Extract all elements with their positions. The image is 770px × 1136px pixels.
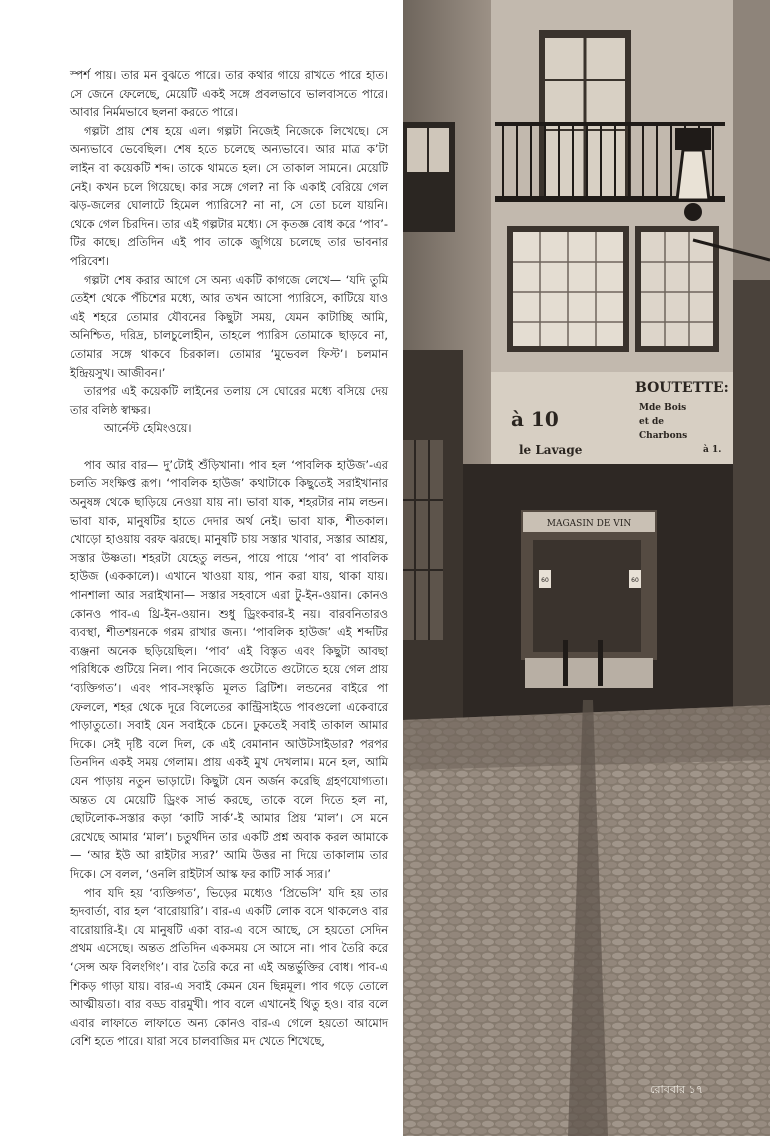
sign-right-line-3: Charbons [639, 431, 688, 441]
price-tag-left: 60 [541, 577, 549, 584]
paragraph-4: তারপর এই কয়েকটি লাইনের তলায় সে ঘোরের মধ্যে বসিয়ে দেয় তার বলিষ্ঠ স্বাক্ষর। [70, 384, 388, 417]
author-signature: আর্নেস্ট হেমিংওয়ে। [104, 421, 192, 436]
sign-left-line-2: le Lavage [519, 443, 583, 457]
price-tag-right: 60 [631, 577, 639, 584]
page-folio: রোববার ১৭ [650, 1083, 703, 1096]
sign-left-line-1: à 10 [511, 407, 559, 431]
paragraph-5: পাব আর বার— দু’টোই শুঁড়িখানা। পাব হল ‘পাবলিক হাউজ’-এর চলতি সংক্ষিপ্ত রূপ। ‘পাবলিক হাউজ’ কথাটাকে কিছুতেই সরাইখানার অনুষঙ্গ থেকে ছাড়িয়ে নেওয়া যায় না। ভাবা যাক, শহরটার নাম লন্ডন। ভাবা যাক, মানুষটির হাতে দেদার অর্থ নেই। ভাবা যাক, শীতকাল। খোড়ো হাওয়ায় বরফ ঝরছে। মানুষটি চায় সস্তার খাবার, সস্তার আশ্রয়, সস্তার উষ্ণতা। শহরটা যেহেতু লন্ডন, পায়ে পায়ে ‘পাব’ বা পাবলিক হাউজ (এককালে)। এখানে খাওয়া যায়, পান করা যায়, থাকা যায়। পানশালা আর সরাইখানা— সস্তার সহবাসে এরা টু-ইন-ওয়ান। কোনও কোনও পাব-এ থ্রি-ইন-ওয়ান। শুধু ড্রিংকবার-ই নয়। বারবনিতারও ব্যবস্থা, শীতশয়নকে গরম রাখার জন্য। ‘পাবলিক হাউজ’ এই শব্দটির ব্যঞ্জনা অনেক ছড়িয়েছিল। ‘পাব’ এই বিস্তৃত এবং কিছুটা আবছা পরিধিকে গুটিয়ে নিল। পাব নিজেকে গুটোতে গুটোতে হয়ে গেল প্রায় ‘ব্যক্তিগত’। এবং পাব-সংস্কৃতি মূলত ব্রিটিশ। লন্ডনের বাইরে পা ফেললে, শহর থেকে দূরে বিলেতের কান্ট্রিসাইডে পাবগুলো একেবারে পাড়াতুতো। সবাই যেন সবাইকে চেনে। ঢুকতেই সবাই তাকাল আমার দিকে। সেই দৃষ্টি বলে দিল, কে এই বেমানান আউটসাইডার? পরপর তিনদিন একই সময় গেলাম। প্রায় একই মুখ দেখলাম। মনে হল, আমি যেন পাড়ায় নতুন ভাড়াটে। কিছুটা যেন অর্জন করেছি গ্রহণযোগ্যতা। অন্তত যে মেয়েটি ড্রিংক সার্ভ করছে, তাকে বলে দিতে হল না, ছোটলোক-সস্তার কড়া ‘কাটি সার্ক’-ই আমার প্রিয় ‘মাল’। সে মনে রেখেছে আমার ‘মাল’। চতুর্থদিন তার একটি প্রশ্ন অবাক করল আমাকে— ‘আর ইউ আ রাইটার স্যর?’ আমি উত্তর না দিয়ে তাকালাম তার দিকে। সে বলল, ‘ওনলি রাইটার্স আস্ক ফর কাটি সার্ক স্যর।’ [70, 457, 389, 881]
photo-illustration [403, 0, 770, 1136]
sign-right-line-1: Mde Bois [639, 403, 687, 413]
paragraph-3: গল্পটা শেষ করার আগে সে অন্য একটি কাগজে লেখে— ‘যদি তুমি তেইশ থেকে পঁচিশের মধ্যে, আর তখন আসো প্যারিসে, কাটিয়ে যাও এই শহরে তোমার যৌবনের কিছুটা সময়, যেমন কাটাচ্ছি আমি, অনিশ্চিত, দরিদ্র, চালচুলোহীন, তাহলে প্যারিস তোমাকে ছাড়বে না, তোমার সঙ্গে থাকবে চিরকাল। তোমার ‘মুভেবল ফিস্ট’। চলমান ইন্দ্রিয়সুখ। আজীবন।’ [70, 272, 388, 380]
street-photograph [403, 0, 770, 1136]
paragraph-6: পাব যদি হয় ‘ব্যক্তিগত’, ভিড়ের মধ্যেও ‘প্রিভেসি’ যদি হয় তার হৃদবার্তা, বার হল ‘বারোয়ারি’। বার-এ একটি লোক বসে থাকলেও বার বারোয়ারি-ই। যে মানুষটি একা বার-এ বসে আছে, সে হয়তো সেদিন প্রথম এসেছে। অন্তত প্রতিদিন একসময় সে আসে না। পাব তৈরি করে ‘সেন্স অফ বিলংগিং’। বার তৈরি করে না এই অন্তর্ভুক্তির বোধ। পাব-এ শিকড় গাড়া যায়। বার-এ সবাই কেমন যেন ছিন্নমূল। পাব গড়ে তোলে আত্মীয়তা। বার বড্ড বারমুখী। পাব বলে এখানেই থিতু হও। বার বলে এবার লাফাতে লাফাতে অন্য কোনও বার-এ গেলে হয়তো আমোদ বেশি হতে পারে। যারা সবে চালবাজির মদ খেতে শিখেছে, [70, 885, 388, 1049]
sign-right-line-2: et de [639, 417, 665, 427]
sign-right-line-4: à 1. [703, 445, 722, 455]
sign-boutette: BOUTETTE: [635, 380, 729, 396]
paragraph-1: স্পর্শ পায়। তার মন বুঝতে পারে। তার কথার গায়ে রাখতে পারে হাত। সে জেনে ফেলেছে, মেয়েটি একই সঙ্গে প্রবলভাবে ভালবাসতে পারে। আবার নির্মমভাবে ছলনা করতে পারে। [70, 68, 388, 120]
article-body [70, 66, 388, 1051]
sign-magasin-de-vin: MAGASIN DE VIN [546, 519, 632, 529]
paragraph-2: গল্পটা প্রায় শেষ হয়ে এল। গল্পটা নিজেই নিজেকে লিখেছে। সে অন্যভাবে ভেবেছিল। শেষ হতে চলেছে অন্যভাবে। আর মাত্র ক’টা লাইন বা কয়েকটি শব্দ। তাকে থামতে হল। সে তাকাল সামনে। মেয়েটি নেই। কখন চলে গিয়েছে। কার সঙ্গে গেল? না কি একাই বেরিয়ে গেল ঝড়-জলের ঘোলাটে হিমেল প্যারিসে? না না, সে তো চলে যায়নি। থেকে গেল চিরদিন। তার এই গল্পটার মধ্যে। সে কৃতজ্ঞ বোধ করে ‘পাব’-টির কাছে। প্রতিদিন এই পাব তাকে জুগিয়ে চলেছে তার ভাবনার পরিবেশ। [70, 123, 388, 268]
